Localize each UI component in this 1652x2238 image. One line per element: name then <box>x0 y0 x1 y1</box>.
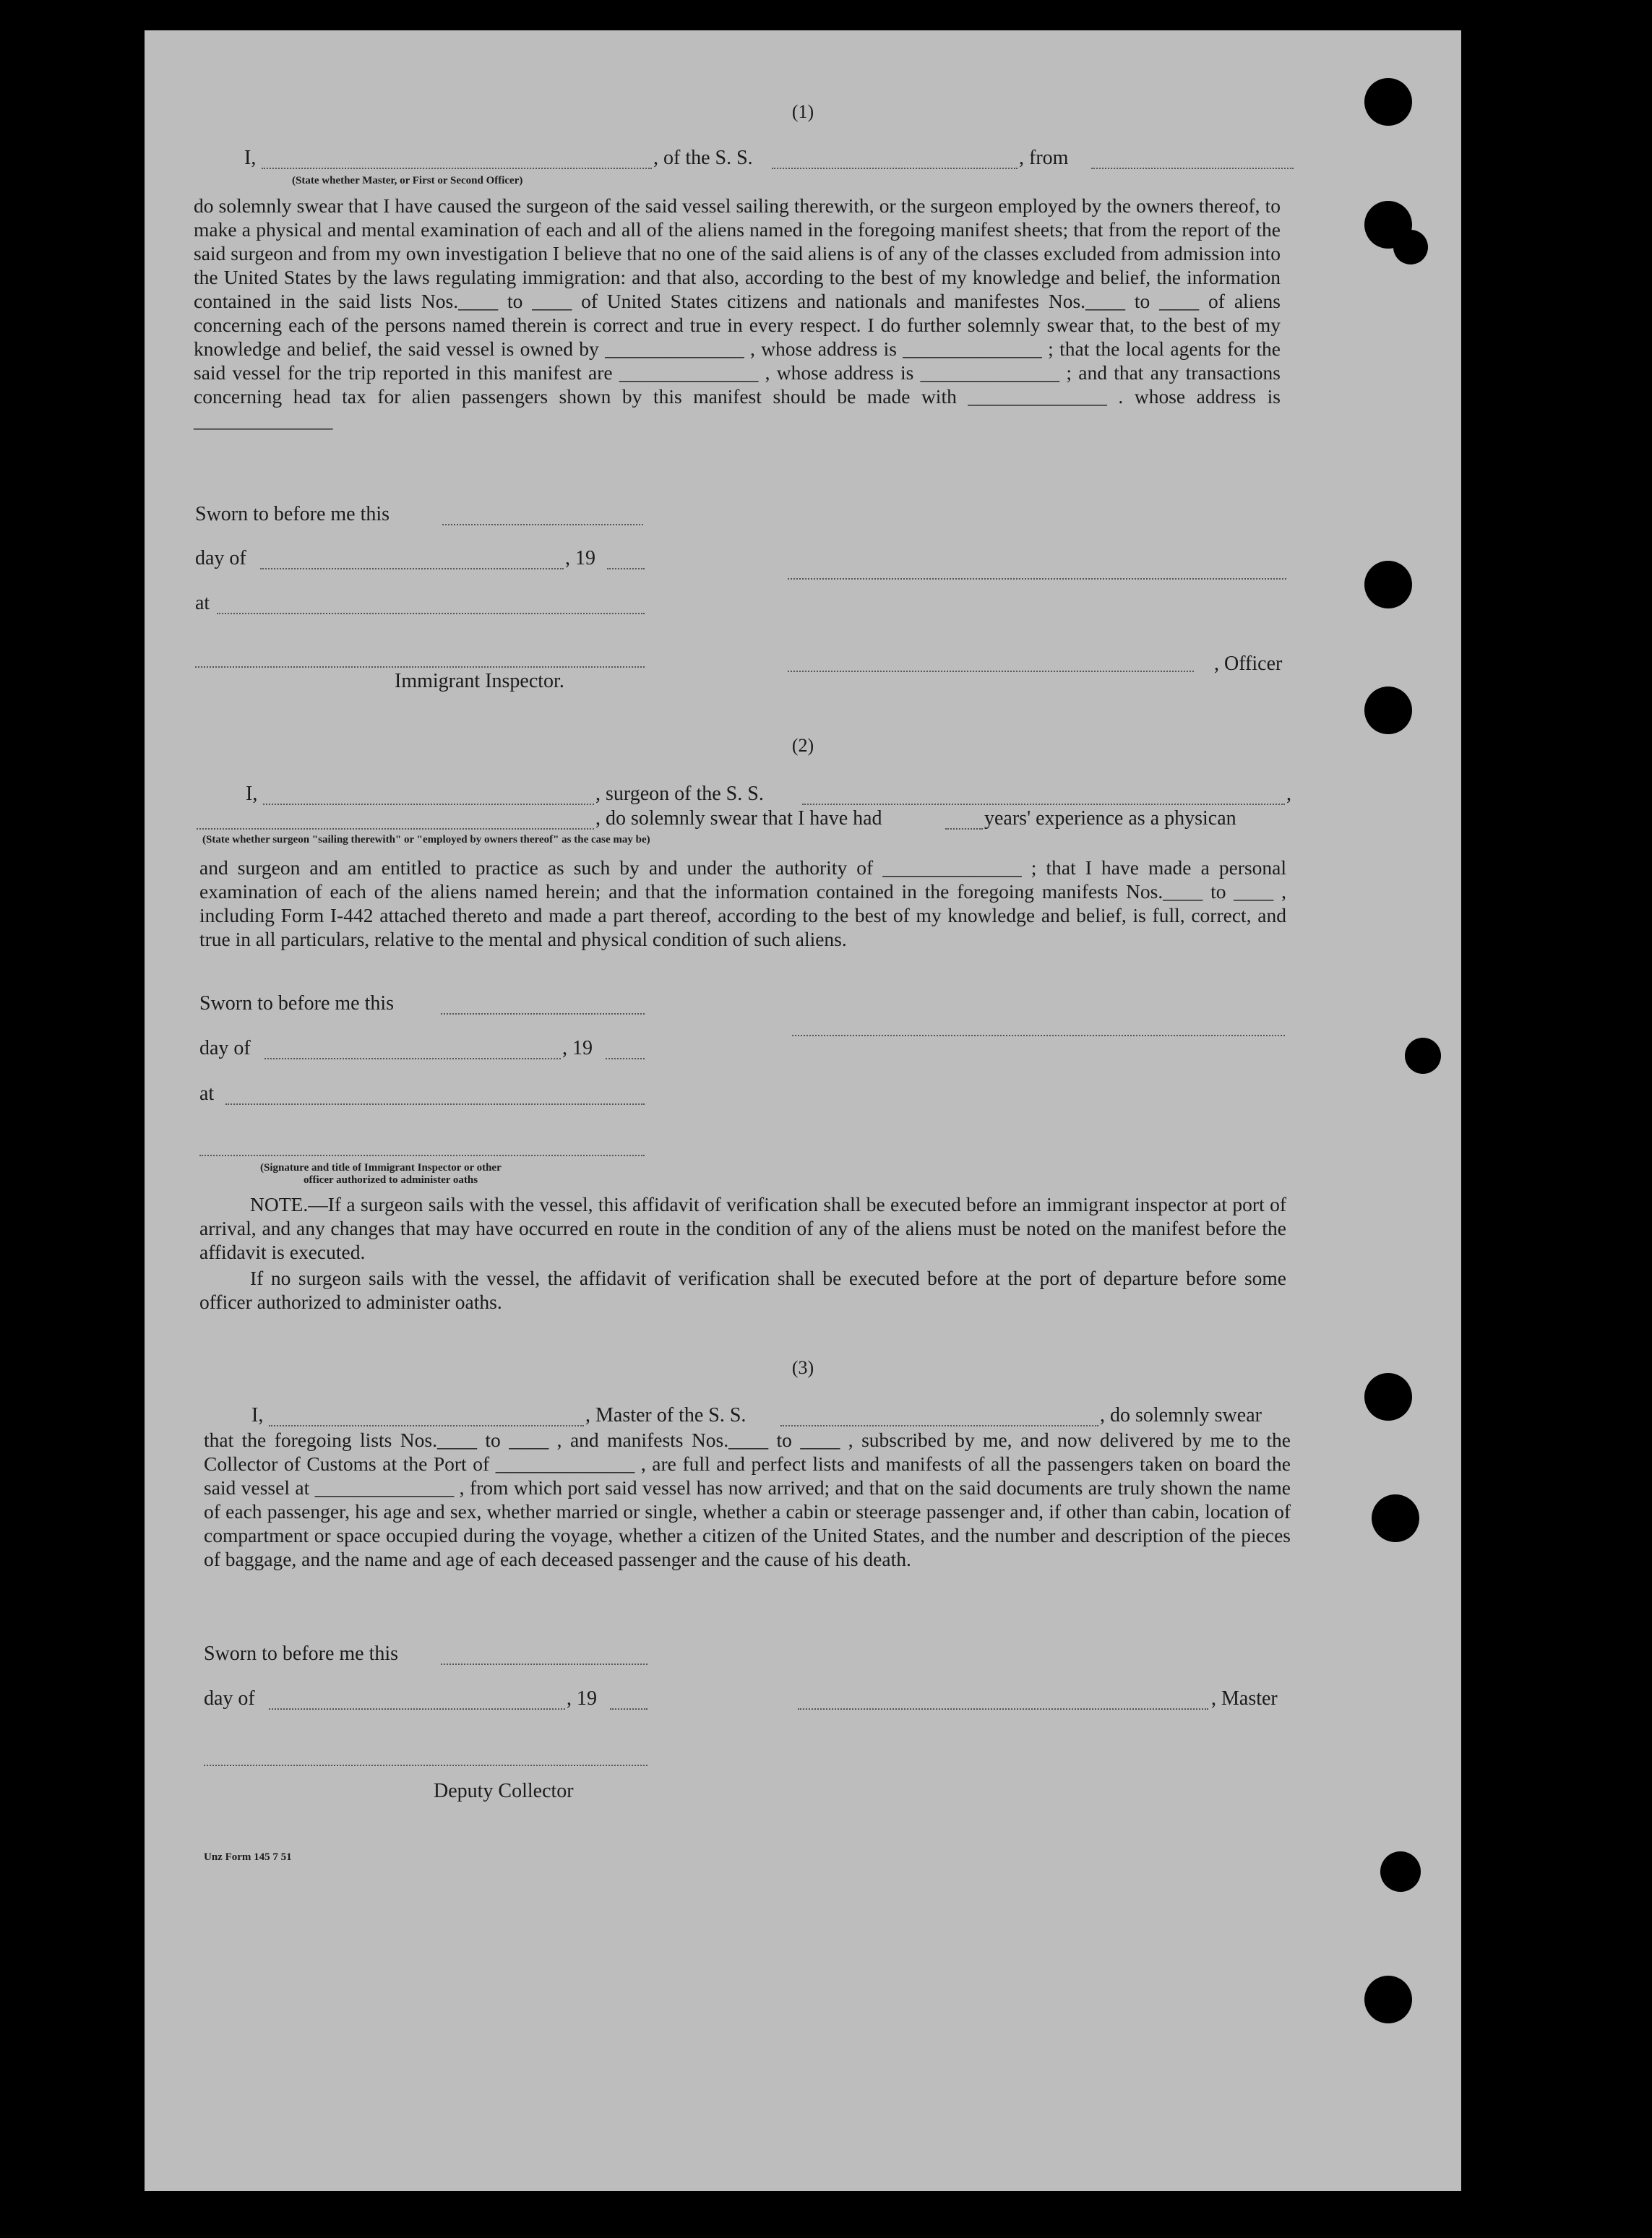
s2-i-label: I, <box>246 783 258 805</box>
s3-master-label: , Master of the S. S. <box>585 1404 747 1426</box>
s1-from-label: , from <box>1019 147 1069 169</box>
s2-status-line[interactable] <box>197 828 594 830</box>
s1-dayof-label: day of <box>195 547 246 569</box>
s2-status-note: (State whether surgeon "sailing therewith" or "employed by owners thereof" as the case may be) <box>202 834 650 845</box>
s3-sworn-line[interactable] <box>441 1664 648 1665</box>
s1-year-label: , 19 <box>565 547 595 569</box>
s2-year-label: , 19 <box>562 1037 593 1059</box>
s2-sworn-line[interactable] <box>441 1013 645 1015</box>
s2-years-label: years' experience as a physican <box>984 807 1236 830</box>
s2-day-line[interactable] <box>264 1058 561 1059</box>
s1-officer-line[interactable] <box>788 671 1194 672</box>
form-number: Unz Form 145 7 51 <box>204 1851 292 1863</box>
s2-year-line[interactable] <box>606 1058 645 1059</box>
punch-hole <box>1405 1038 1441 1074</box>
s3-swear-label: , do solemnly swear <box>1100 1404 1262 1426</box>
s2-swear-label: , do solemnly swear that I have had <box>595 807 882 830</box>
s2-note-paragraph-1: NOTE.—If a surgeon sails with the vessel, this affidavit of verification shall be executed before an immigrant inspector at port of arrival, and any changes that may have occurred en route in the condition of any of the aliens must be noted on the manifest before the affidavit is executed. <box>199 1193 1286 1263</box>
s3-deputy-line[interactable] <box>204 1765 648 1766</box>
s1-officer-label: , Officer <box>1214 653 1283 675</box>
s2-ship-line[interactable] <box>802 804 1285 805</box>
s1-sworn-label: Sworn to before me this <box>195 503 390 525</box>
s1-signature-line[interactable] <box>788 578 1286 580</box>
s1-from-line[interactable] <box>1091 168 1294 169</box>
s1-ship-line[interactable] <box>772 168 1018 169</box>
s2-dayof-label: day of <box>199 1037 251 1059</box>
punch-hole <box>1380 1851 1421 1892</box>
punch-hole <box>1393 230 1428 264</box>
s1-of-ss-label: , of the S. S. <box>653 147 753 169</box>
punch-hole <box>1364 1976 1412 2023</box>
s3-sworn-label: Sworn to before me this <box>204 1643 399 1665</box>
s2-comma: , <box>1286 783 1291 805</box>
punch-hole <box>1364 687 1412 734</box>
s1-sworn-line[interactable] <box>442 524 643 525</box>
s3-body: that the foregoing lists Nos.____ to ____ , and manifests Nos.____ to ____ , subscribed by me, and now delivered by me to the Collector of Customs at the Port of ______________ , are full and perfect lists and manifests of all the passengers taken on board the said vessel at ______________ , from which port said vessel has now arrived; and that on the said documents are truly shown the name of each passenger, his age and sex, whether married or single, whether a cabin or steerage passenger and, if other than cabin, location of compartment or space occupied during the voyage, whether a citizen of the United States, and the number and description of the pieces of baggage, and the name and age of each deceased passenger and the cause of his death. <box>204 1429 1291 1570</box>
s3-name-line[interactable] <box>269 1425 584 1426</box>
s1-i-label: I, <box>244 147 257 169</box>
s3-day-line[interactable] <box>269 1708 565 1710</box>
s3-deputy-label: Deputy Collector <box>434 1780 574 1802</box>
s2-sworn-label: Sworn to before me this <box>199 992 395 1015</box>
s2-signature-line[interactable] <box>792 1035 1285 1036</box>
s2-inspector-line[interactable] <box>199 1155 645 1156</box>
s1-inspector-label: Immigrant Inspector. <box>395 670 564 692</box>
section-1-number: (1) <box>791 101 814 122</box>
s3-year-line[interactable] <box>610 1708 648 1710</box>
s2-note-paragraph-2: If no surgeon sails with the vessel, the affidavit of verification shall be executed before at the port of departure before some officer authorized to administer oaths. <box>199 1267 1286 1313</box>
s1-at-label: at <box>195 592 210 614</box>
s2-name-line[interactable] <box>263 804 594 805</box>
s3-ship-line[interactable] <box>780 1425 1098 1426</box>
punch-hole <box>1372 1494 1419 1542</box>
s2-surgeon-label: , surgeon of the S. S. <box>595 783 764 805</box>
s2-body: and surgeon and am entitled to practice as such by and under the authority of ______________ ; that I have made a personal examination of each of the aliens named herein; and that the information contained in the foregoing manifests Nos.____ to ____ , including Form I-442 attached thereto and made a part thereof, according to the best of my knowledge and belief, is full, correct, and true in all particulars, relative to the mental and physical condition of such aliens. <box>199 856 1286 950</box>
section-3-number: (3) <box>791 1357 814 1378</box>
s3-master-label-end: , Master <box>1211 1687 1278 1710</box>
s3-dayof-label: day of <box>204 1687 255 1710</box>
s2-at-label: at <box>199 1083 215 1105</box>
s1-at-line[interactable] <box>217 613 645 614</box>
s1-body: do solemnly swear that I have caused the surgeon of the said vessel sailing therewith, or the surgeon employed by the owners thereof, to make a physical and mental examination of each and all of the aliens named in the foregoing manifest sheets; that from the report of the said surgeon and from my own investigation I believe that no one of the said aliens is of any of the classes excluded from admission into the United States by the laws regulating immigration: and that also, according to the best of my knowledge and belief, the information contained in the said lists Nos.____ to ____ of United States citizens and nationals and manifestes Nos.____ to ____ of aliens concerning each of the persons named therein is correct and true in every respect. I do further solemnly swear that, to the best of my knowledge and belief, the said vessel is owned by ______________ , whose address is ______________ ; that the local agents for the said vessel for the trip reported in this manifest are ______________ , whose address is ______________ ; and that any transactions concerning head tax for alien passengers shown by this manifest should be made with ______________ . whose address is ______________ <box>194 194 1281 431</box>
s2-sig-note-1: (Signature and title of Immigrant Inspector or other <box>260 1162 502 1174</box>
section-2-number: (2) <box>791 735 814 756</box>
punch-hole <box>1364 78 1412 126</box>
s1-officer-note: (State whether Master, or First or Second Officer) <box>292 175 523 186</box>
s2-sig-note-2: officer authorized to administer oaths <box>304 1174 478 1186</box>
s3-year-label: , 19 <box>567 1687 597 1710</box>
punch-hole <box>1364 561 1412 608</box>
form-page <box>145 30 1461 2191</box>
s3-master-signature-line[interactable] <box>798 1708 1208 1710</box>
s1-day-line[interactable] <box>260 568 564 569</box>
s1-name-line[interactable] <box>262 168 652 169</box>
s3-i-label: I, <box>251 1404 264 1426</box>
s1-year-line[interactable] <box>607 568 645 569</box>
s2-at-line[interactable] <box>225 1103 645 1105</box>
s1-inspector-line[interactable] <box>195 666 645 668</box>
punch-hole <box>1364 1373 1412 1421</box>
s2-years-line[interactable] <box>945 828 983 830</box>
